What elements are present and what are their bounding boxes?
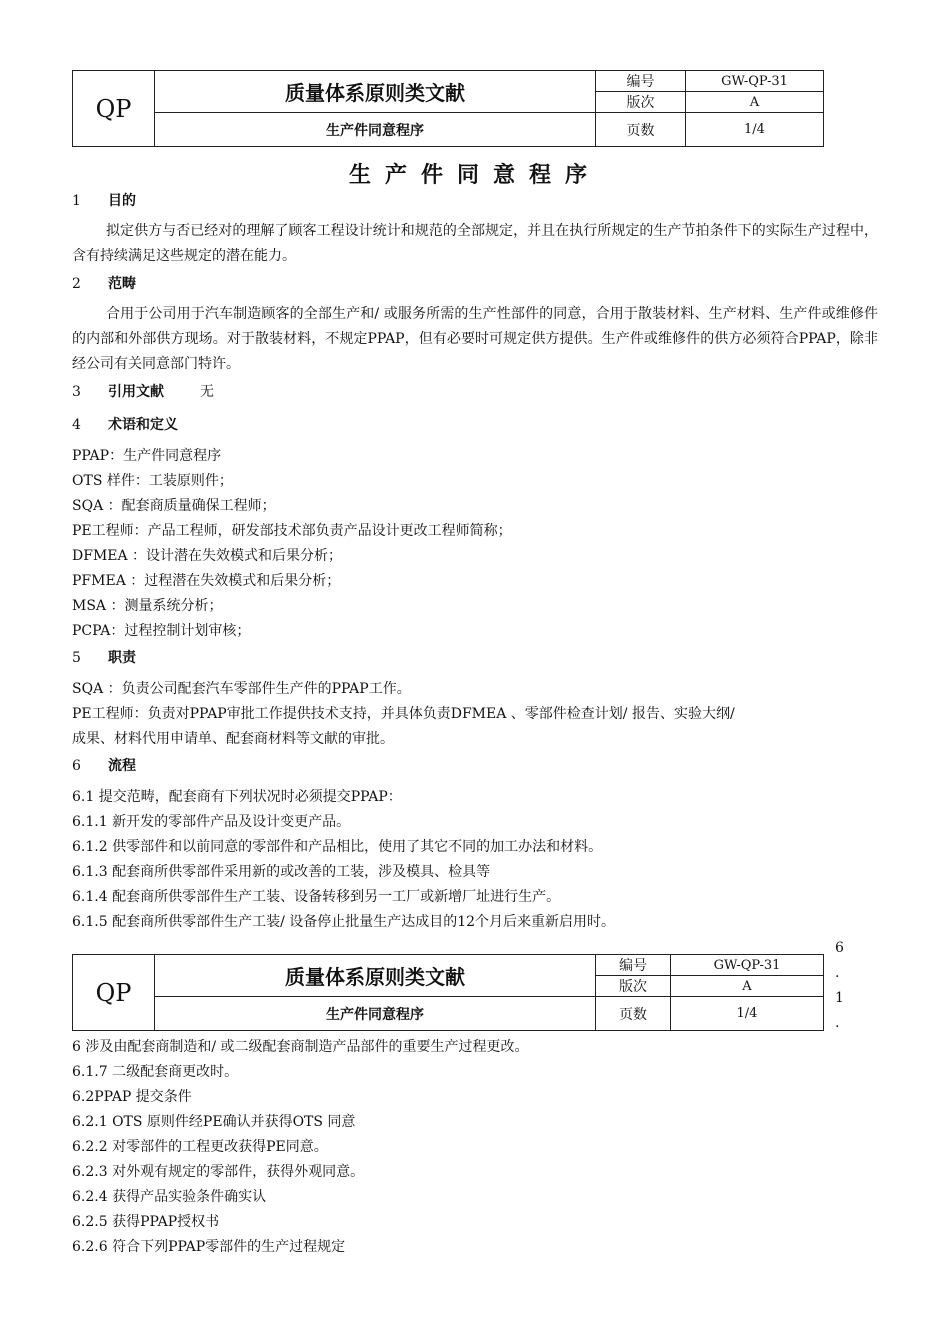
section-5-heading [72, 647, 136, 667]
section-number: 1 [72, 193, 81, 209]
section-title: 流程 [108, 758, 136, 774]
term-item: PCPA：过程控制计划审核； [72, 623, 251, 639]
version-value: A [671, 976, 824, 997]
process-item: 6.2.4 获得产品实验条件确实认 [72, 1189, 267, 1205]
process-item: 6 涉及由配套商制造和/ 或二级配套商制造产品部件的重要生产过程更改。 [72, 1039, 529, 1055]
section-3-heading [72, 381, 214, 401]
process-item: 6.2.2 对零部件的工程更改获得PE同意。 [72, 1139, 328, 1155]
doc-title: 质量体系原则类文献 [155, 71, 596, 113]
section-number: 6 [72, 758, 81, 774]
number-label: 编号 [596, 71, 686, 92]
term-item: PPAP：生产件同意程序 [72, 448, 222, 464]
term-item: OTS 样件：工装原则件； [72, 473, 233, 489]
qp-label: QP [73, 955, 155, 1031]
section-2-heading [72, 273, 136, 293]
process-item: 6.2PPAP 提交条件 [72, 1089, 192, 1105]
side-mark: 1 [835, 990, 844, 1006]
number-value: GW-QP-31 [686, 71, 824, 92]
doc-title: 质量体系原则类文献 [155, 955, 596, 997]
sub-title: 生产件同意程序 [155, 113, 596, 147]
page-value: 1/4 [671, 997, 824, 1031]
term-item: PE工程师：产品工程师，研发部技术部负责产品设计更改工程师简称； [72, 523, 512, 539]
section-6-heading [72, 755, 136, 775]
section-1-text: 拟定供方与否已经对的理解了顾客工程设计统计和规范的全部规定，并且在执行所规定的生产节拍条件下的实际生产过程中，含有持续满足这些规定的潜在能力。 [72, 223, 878, 264]
term-item: MSA ：测量系统分析； [72, 598, 223, 614]
duty-item: SQA ：负责公司配套汽车零部件生产件的PPAP工作。 [72, 681, 411, 697]
page-label: 页数 [596, 997, 671, 1031]
process-item: 6.1.1 新开发的零部件产品及设计变更产品。 [72, 814, 351, 830]
section-title: 职责 [108, 650, 136, 666]
version-label: 版次 [596, 976, 671, 997]
side-mark: . [835, 1015, 840, 1031]
term-item: SQA ：配套商质量确保工程师； [72, 498, 276, 514]
process-item: 6.2.3 对外观有规定的零部件，获得外观同意。 [72, 1164, 365, 1180]
section-title: 引用文献 [108, 384, 164, 400]
section-title: 范畴 [108, 276, 136, 292]
sub-title: 生产件同意程序 [155, 997, 596, 1031]
section-number: 4 [72, 417, 81, 433]
process-item: 6.1.4 配套商所供零部件生产工装、设备转移到另一工厂或新增厂址进行生产。 [72, 889, 561, 905]
process-item: 6.1 提交范畴，配套商有下列状况时必须提交PPAP： [72, 789, 402, 805]
duty-item: 成果、材料代用申请单、配套商材料等文献的审批。 [72, 731, 394, 747]
side-mark: 6 [835, 940, 844, 956]
section-2-text: 合用于公司用于汽车制造顾客的全部生产和/ 或服务所需的生产性部件的同意，合用于散装材料、生产材料、生产件或维修件的内部和外部供方现场。对于散装材料，不规定PPAP，但有必要时可规定供方提供。生产件或维修件的供方必须符合PPAP，除非经公司有关同意部门特许。 [72, 306, 878, 372]
term-item: PFMEA ：过程潜在失效模式和后果分析； [72, 573, 341, 589]
process-item: 6.1.3 配套商所供零部件采用新的或改善的工装，涉及模具、检具等 [72, 864, 491, 880]
page-label: 页数 [596, 113, 686, 147]
header-table [72, 70, 824, 147]
term-item: DFMEA ：设计潜在失效模式和后果分析； [72, 548, 343, 564]
section-number: 2 [72, 276, 81, 292]
section-number: 5 [72, 650, 81, 666]
process-item: 6.1.2 供零部件和以前同意的零部件和产品相比，使用了其它不同的加工办法和材料。 [72, 839, 603, 855]
section-3-value: 无 [200, 384, 214, 400]
process-item: 6.2.5 获得PPAP授权书 [72, 1214, 220, 1230]
section-number: 3 [72, 384, 81, 400]
page-title: 生产件同意程序 [348, 163, 601, 188]
process-item: 6.2.6 符合下列PPAP零部件的生产过程规定 [72, 1239, 346, 1255]
section-4-heading [72, 414, 178, 434]
process-item: 6.2.1 OTS 原则件经PE确认并获得OTS 同意 [72, 1114, 356, 1130]
section-title: 目的 [108, 193, 136, 209]
number-value: GW-QP-31 [671, 955, 824, 976]
side-mark: . [835, 965, 840, 981]
qp-label: QP [73, 71, 155, 147]
version-label: 版次 [596, 92, 686, 113]
process-item: 6.1.7 二级配套商更改时。 [72, 1064, 239, 1080]
number-label: 编号 [596, 955, 671, 976]
section-title: 术语和定义 [108, 417, 178, 433]
process-item: 6.1.5 配套商所供零部件生产工装/ 设备停止批量生产达成目的12个月后来重新启用时。 [72, 914, 616, 930]
page-value: 1/4 [686, 113, 824, 147]
duty-item: PE工程师：负责对PPAP审批工作提供技术支持，并具体负责DFMEA 、零部件检查计划/ 报告、实验大纲/ [72, 706, 735, 722]
version-value: A [686, 92, 824, 113]
header-table-2 [72, 954, 824, 1031]
section-1-heading [72, 190, 136, 210]
